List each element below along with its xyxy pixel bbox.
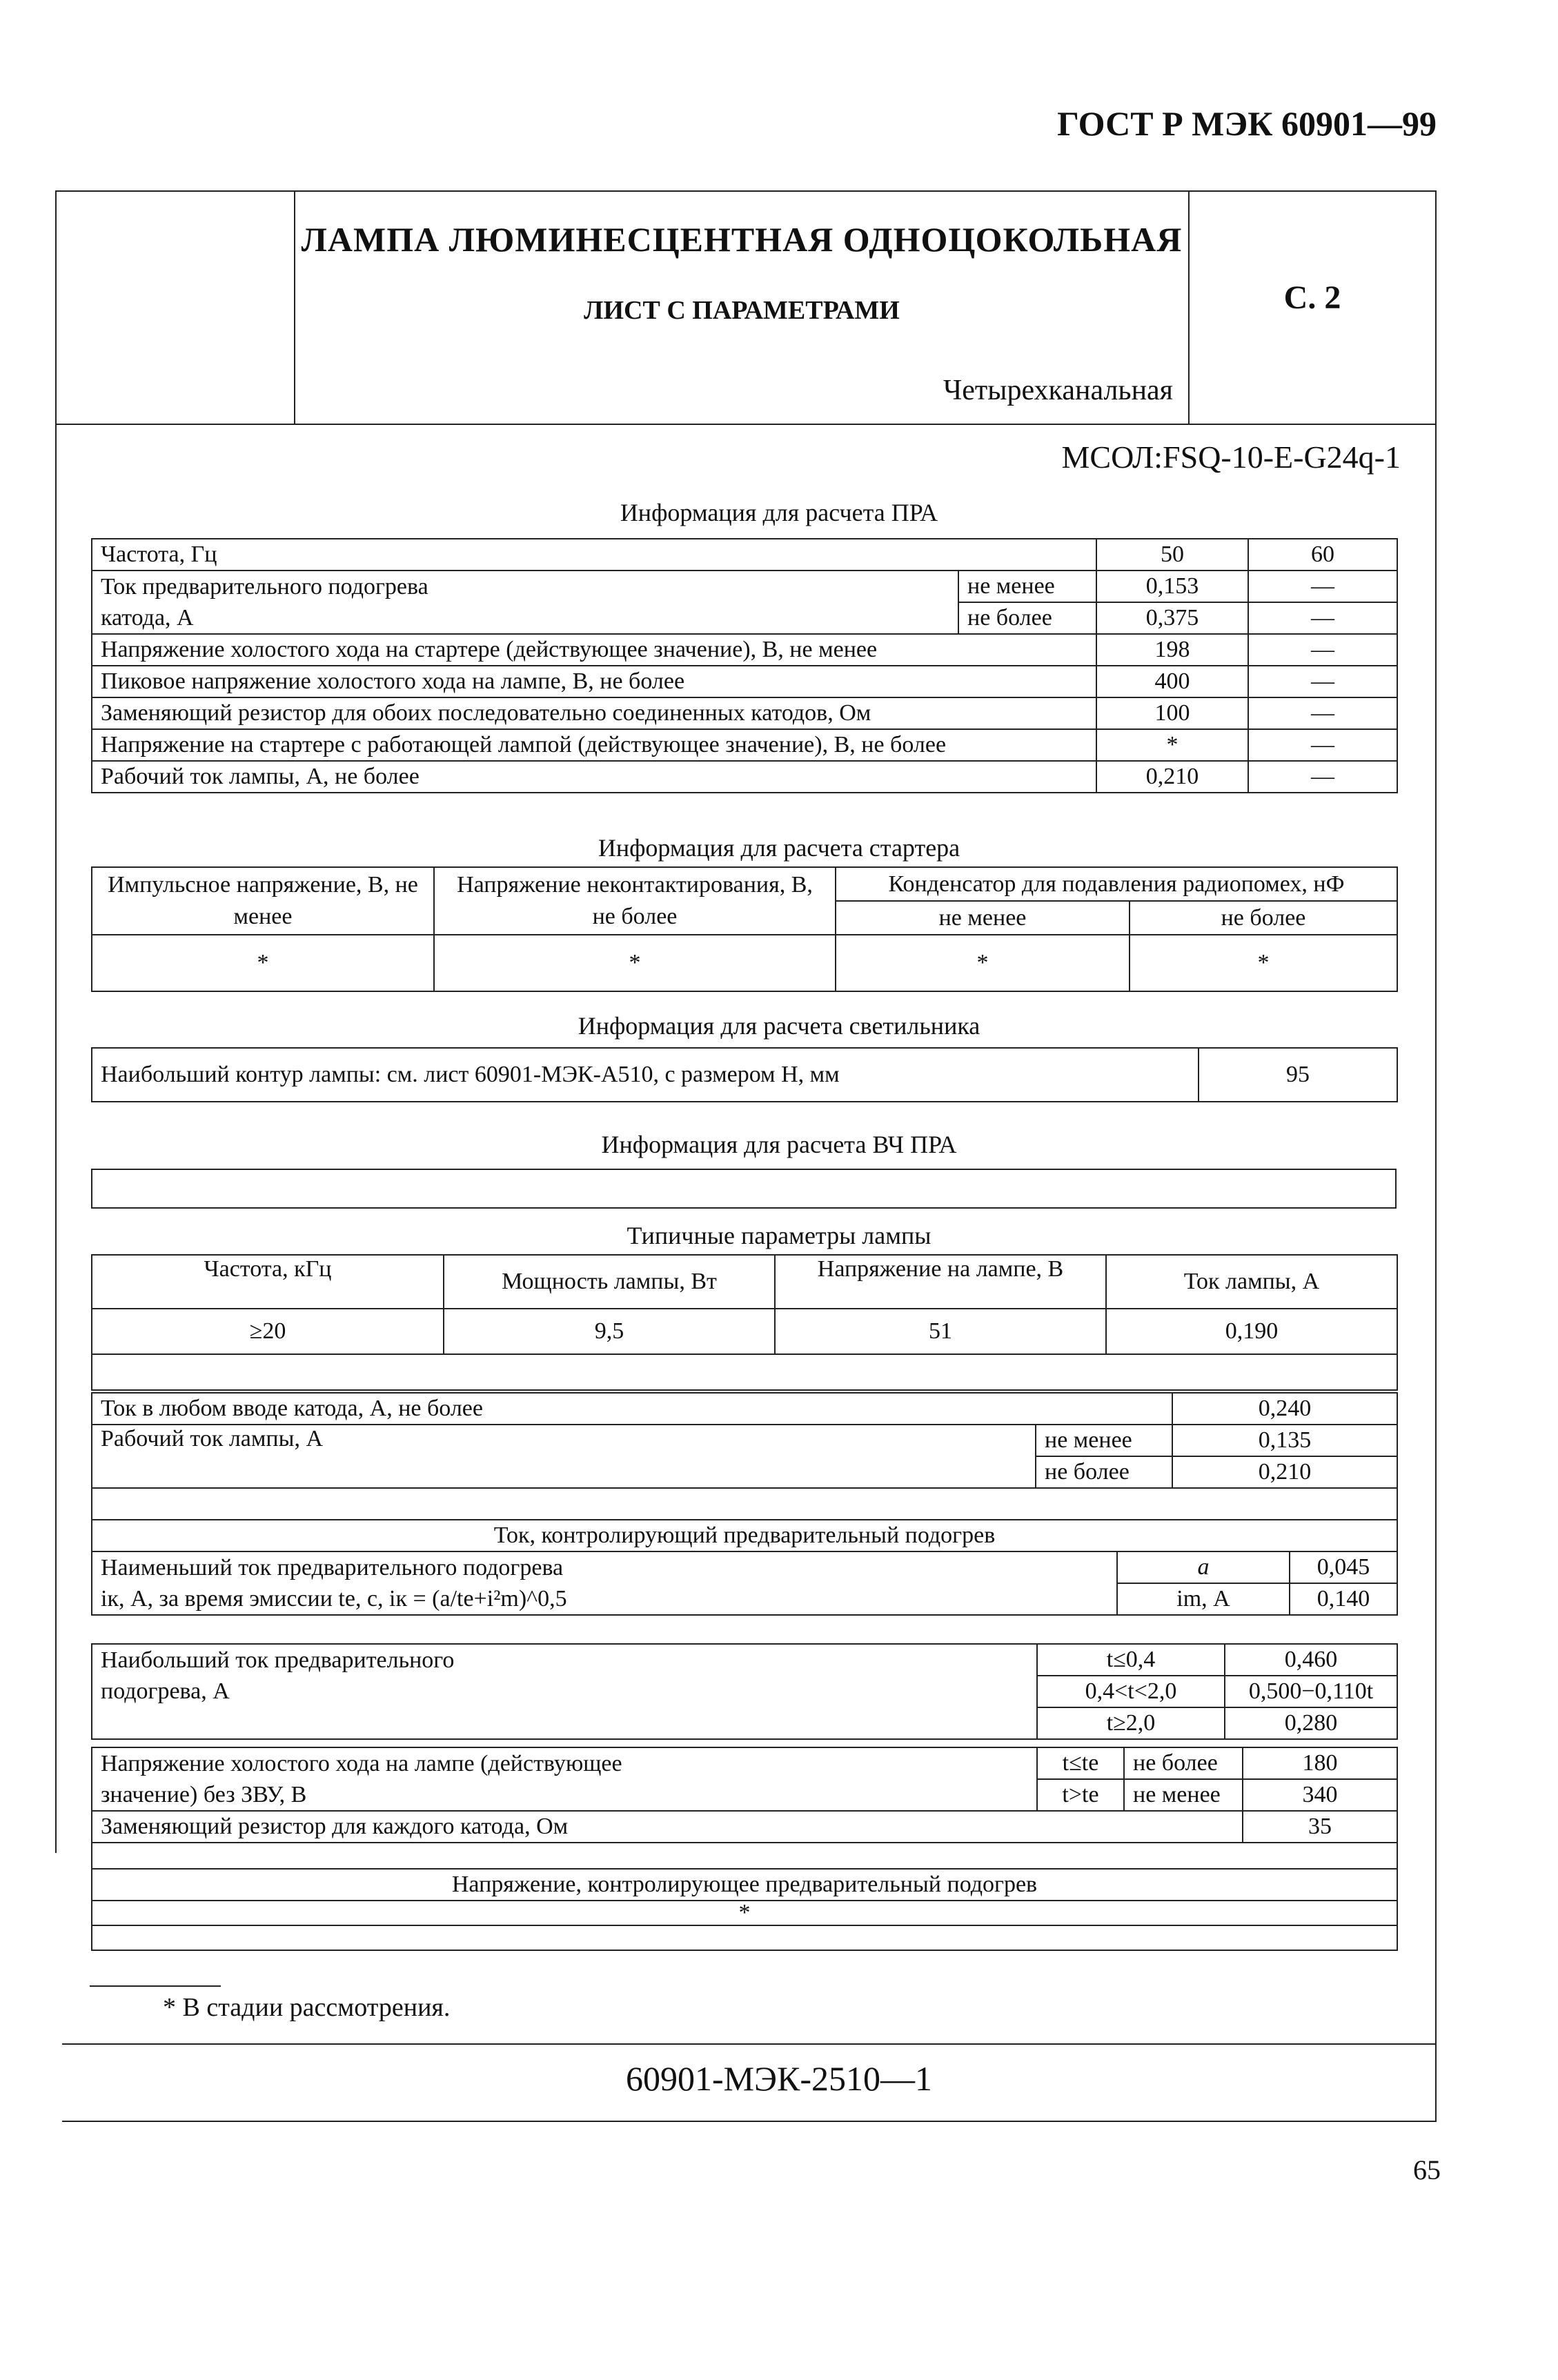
table-cell: 0,210: [1096, 761, 1248, 793]
table-cell: —: [1248, 634, 1397, 666]
spacer-row: [92, 1354, 1397, 1390]
preheat-max-label: не более: [958, 602, 1096, 634]
typ-h-power: Мощность лампы, Вт: [444, 1255, 775, 1309]
typ-v-power: 9,5: [444, 1309, 775, 1354]
preheat-min-label: не менее: [958, 571, 1096, 602]
hf-empty-box: [91, 1169, 1397, 1209]
starter-caption: Информация для расчета стартера: [598, 834, 960, 862]
frame-right: [1435, 425, 1437, 2122]
table-row: Рабочий ток лампы, А, не более: [92, 761, 1096, 793]
oper-min: 0,135: [1172, 1425, 1397, 1456]
ocv-label-1: Напряжение холостого хода на лампе (действующее: [92, 1747, 1037, 1779]
ballast-table: [91, 538, 1398, 793]
a-value: 0,045: [1290, 1551, 1397, 1583]
ocv-cond-1: t≤te: [1037, 1747, 1124, 1779]
volt-value: *: [92, 1901, 1397, 1925]
least-label-2: iк, А, за время эмиссии tе, с, iк = (a/tе+i²m)^0,5: [92, 1583, 1117, 1615]
typ-h-curr: Ток лампы, А: [1106, 1255, 1397, 1309]
oper-label: Рабочий ток лампы, А: [92, 1425, 1036, 1488]
spacer-row: [92, 1925, 1397, 1950]
most-cond: 0,4<t<2,0: [1037, 1676, 1225, 1707]
table-cell: —: [1248, 761, 1397, 793]
form-number: 60901-МЭК-2510—1: [625, 2059, 933, 2098]
res-label: Заменяющий резистор для каждого катода, Ом: [92, 1811, 1243, 1843]
table-cell: *: [434, 935, 836, 991]
table-row: Пиковое напряжение холостого хода на лампе, В, не более: [92, 666, 1096, 697]
lamp-variant: Четырехканальная: [943, 375, 1173, 406]
footnote-rule: [90, 1985, 221, 1987]
cathode-value: 0,240: [1172, 1393, 1397, 1425]
document-subtitle: ЛИСТ С ПАРАМЕТРАМИ: [584, 296, 900, 325]
starter-table: [91, 866, 1398, 992]
oper-max-label: не более: [1036, 1456, 1172, 1488]
ocv-table: [91, 1747, 1398, 1951]
ocv-cond-2: t>te: [1037, 1779, 1124, 1811]
table-cell: *: [836, 935, 1130, 991]
ocv-max-label: не более: [1124, 1747, 1243, 1779]
table-cell: 100: [1096, 697, 1248, 729]
typ-v-volt: 51: [775, 1309, 1106, 1354]
oper-min-label: не менее: [1036, 1425, 1172, 1456]
most-table: [91, 1643, 1398, 1740]
freq-60: 60: [1248, 539, 1397, 571]
cathode-label: Ток в любом вводе катода, А, не более: [92, 1393, 1172, 1425]
most-label-3: [92, 1707, 1037, 1739]
typical-table: [91, 1254, 1398, 1391]
most-cond: t≥2,0: [1037, 1707, 1225, 1739]
table-cell: 198: [1096, 634, 1248, 666]
form-rule-top: [62, 2043, 1437, 2045]
starter-h2: Напряжение неконтактирования, В, не более: [434, 867, 836, 935]
hf-params-table: [91, 1392, 1398, 1616]
preheat-max-value: 0,375: [1096, 602, 1248, 634]
table-cell: *: [1096, 729, 1248, 761]
most-val: 0,460: [1225, 1644, 1397, 1676]
most-val: 0,500−0,110t: [1225, 1676, 1397, 1707]
form-rule-bottom: [62, 2121, 1437, 2122]
starter-h3: Конденсатор для подавления радиопомех, нФ: [836, 867, 1397, 901]
most-label-1: Наибольший ток предварительного: [92, 1644, 1037, 1676]
freq-50: 50: [1096, 539, 1248, 571]
starter-h3a: не менее: [836, 901, 1130, 935]
luminaire-caption: Информация для расчета светильника: [578, 1012, 980, 1040]
im-value: 0,140: [1290, 1583, 1397, 1615]
typ-h-freq: Частота, кГц: [92, 1255, 444, 1309]
freq-label: Частота, Гц: [92, 539, 1096, 571]
page-number: 65: [1413, 2154, 1441, 2185]
ocv-value-2: 340: [1243, 1779, 1397, 1811]
preheat-label-2: катода, А: [92, 602, 958, 634]
a-symbol: a: [1117, 1551, 1290, 1583]
spacer-row: [92, 1843, 1397, 1869]
luminaire-value: 95: [1199, 1048, 1397, 1102]
table-cell: —: [1248, 666, 1397, 697]
hf-caption: Информация для расчета ВЧ ПРА: [601, 1131, 957, 1158]
preheat-min-60: —: [1248, 571, 1397, 602]
typ-v-curr: 0,190: [1106, 1309, 1397, 1354]
table-row: Напряжение холостого хода на стартере (действующее значение), В, не менее: [92, 634, 1096, 666]
table-cell: —: [1248, 729, 1397, 761]
volt-caption: Напряжение, контролирующее предварительный подогрев: [92, 1869, 1397, 1901]
preheat-label-1: Ток предварительного подогрева: [92, 571, 958, 602]
most-label-2: подогрева, А: [92, 1676, 1037, 1707]
least-label-1: Наименьший ток предварительного подогрева: [92, 1551, 1117, 1583]
table-cell: 400: [1096, 666, 1248, 697]
ocv-label-2: значение) без ЗВУ, В: [92, 1779, 1037, 1811]
table-row: Заменяющий резистор для обоих последовательно соединенных катодов, Ом: [92, 697, 1096, 729]
im-symbol: im, А: [1117, 1583, 1290, 1615]
table-cell: *: [1130, 935, 1397, 991]
most-cond: t≤0,4: [1037, 1644, 1225, 1676]
typical-caption: Типичные параметры лампы: [627, 1222, 931, 1249]
table-cell: —: [1248, 697, 1397, 729]
typ-v-freq: ≥20: [92, 1309, 444, 1354]
starter-h1: Импульсное напряжение, В, не менее: [92, 867, 434, 935]
preheat-min-value: 0,153: [1096, 571, 1248, 602]
ocv-min-label: не менее: [1124, 1779, 1243, 1811]
res-value: 35: [1243, 1811, 1397, 1843]
lamp-designation: МСОЛ:FSQ-10-E-G24q-1: [1061, 439, 1401, 475]
starter-h3b: не более: [1130, 901, 1397, 935]
spacer-row: [92, 1488, 1397, 1520]
ocv-value-1: 180: [1243, 1747, 1397, 1779]
sheet-number: С. 2: [1283, 279, 1341, 316]
typ-h-volt: Напряжение на лампе, В: [775, 1255, 1106, 1309]
preheat-max-60: —: [1248, 602, 1397, 634]
table-row: Напряжение на стартере с работающей лампой (действующее значение), В, не более: [92, 729, 1096, 761]
table-cell: *: [92, 935, 434, 991]
document-title: ЛАМПА ЛЮМИНЕСЦЕНТНАЯ ОДНОЦОКОЛЬНАЯ: [301, 220, 1183, 259]
luminaire-table: [91, 1047, 1398, 1102]
ballast-caption: Информация для расчета ПРА: [620, 499, 938, 526]
standard-header: ГОСТ Р МЭК 60901—99: [1057, 104, 1437, 143]
luminaire-label: Наибольший контур лампы: см. лист 60901-МЭК-А510, с размером H, мм: [92, 1048, 1199, 1102]
oper-max: 0,210: [1172, 1456, 1397, 1488]
footnote: * В стадии рассмотрения.: [163, 1993, 451, 2022]
ctrl-caption: Ток, контролирующий предварительный подогрев: [92, 1520, 1397, 1551]
most-val: 0,280: [1225, 1707, 1397, 1739]
